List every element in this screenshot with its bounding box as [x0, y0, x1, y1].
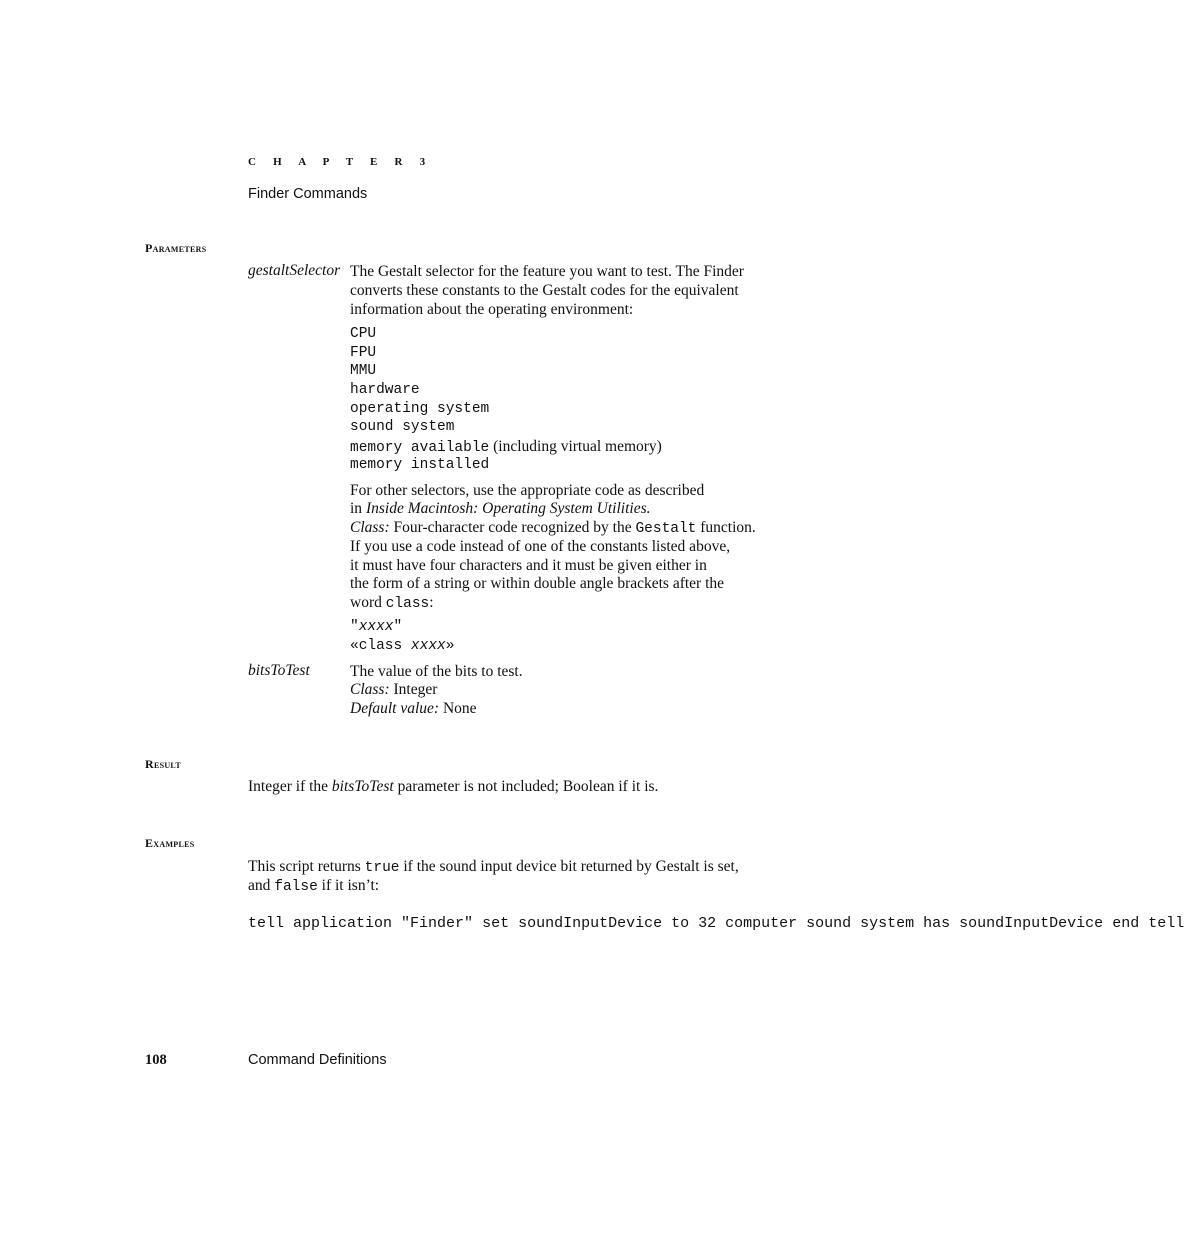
constant-memory-installed: memory installed	[350, 457, 490, 473]
other-selectors-line-1: For other selectors, use the appropriate code as described	[350, 482, 705, 499]
footer-title: Command Definitions	[248, 1052, 387, 1068]
word-prefix: word	[350, 594, 386, 611]
code-line: end tell	[1112, 915, 1184, 932]
bits-default-label: Default value:	[350, 700, 440, 717]
result-prefix: Integer if the	[248, 778, 332, 795]
gestalt-desc-line-1: The Gestalt selector for the feature you want to test. The Finder	[350, 263, 744, 280]
bits-default-value: None	[439, 700, 477, 717]
bits-desc: The value of the bits to test.	[350, 663, 523, 680]
examples-heading: Examples	[145, 836, 195, 850]
code-example	[248, 913, 1184, 935]
gestalt-desc-line-2: converts these constants to the Gestalt codes for the equivalent	[350, 282, 739, 299]
parameters-heading: Parameters	[145, 241, 207, 255]
other-selectors-line-2	[350, 499, 651, 518]
class-label: Class:	[350, 519, 390, 536]
bits-default-line	[350, 699, 477, 718]
memory-available-note: (including virtual memory)	[489, 438, 662, 455]
code-line: tell application "Finder"	[248, 915, 474, 932]
code-rule-line-1: If you use a code instead of one of the constants listed above,	[350, 538, 731, 555]
examples-line-1	[248, 858, 739, 876]
class-suffix: function.	[696, 519, 756, 536]
other-selectors-prefix: in	[350, 500, 366, 517]
constant-mmu: MMU	[350, 363, 377, 379]
class-form-close: »	[445, 638, 455, 654]
result-suffix: parameter is not included; Boolean if it is.	[393, 778, 659, 795]
result-param: bitsToTest	[331, 778, 394, 795]
chapter-title: Finder Commands	[248, 186, 368, 202]
constant-memory-available: memory available	[350, 440, 490, 456]
constant-operating-system: operating system	[350, 401, 490, 417]
gestalt-class-line	[350, 518, 756, 537]
false-keyword: false	[274, 879, 318, 895]
gestalt-code: Gestalt	[635, 521, 697, 537]
examples-line-2-b: if it isn’t:	[317, 877, 380, 894]
code-rule-line-4	[350, 593, 434, 612]
result-text	[248, 778, 658, 796]
book-reference: Inside Macintosh: Operating System Utilities.	[365, 500, 651, 517]
string-var: xxxx	[358, 619, 394, 635]
string-form	[350, 619, 402, 635]
class-text: Four-character code recognized by the	[389, 519, 636, 536]
constant-cpu: CPU	[350, 326, 377, 342]
page-number: 108	[145, 1052, 167, 1068]
param-name-gestalt-selector: gestaltSelector	[248, 262, 341, 279]
examples-line-1-b: if the sound input device bit returned by Gestalt is set,	[399, 858, 739, 875]
bits-class-value: Integer	[389, 681, 438, 698]
class-keyword: class	[385, 596, 430, 612]
string-open-quote: "	[350, 619, 359, 635]
true-keyword: true	[364, 860, 400, 876]
string-close-quote: "	[393, 619, 403, 635]
examples-line-2	[248, 877, 379, 895]
code-rule-line-2: it must have four characters and it must be given either in	[350, 557, 707, 574]
code-line: computer sound system has soundInputDevice	[725, 915, 1104, 932]
examples-line-1-a: This script returns	[248, 858, 365, 875]
examples-line-2-a: and	[248, 877, 275, 894]
constant-hardware: hardware	[350, 382, 420, 398]
code-line: set soundInputDevice to 32	[482, 915, 717, 932]
constant-fpu: FPU	[350, 345, 377, 361]
class-form-var: xxxx	[410, 638, 446, 654]
param-name-bits-to-test: bitsToTest	[248, 662, 310, 679]
constant-memory-available-line	[350, 437, 662, 456]
constant-sound-system: sound system	[350, 419, 455, 435]
class-form-open: «class	[350, 638, 411, 654]
word-suffix: :	[429, 594, 434, 611]
result-heading: Result	[145, 757, 181, 771]
bits-class-label: Class:	[350, 681, 390, 698]
gestalt-desc-line-3: information about the operating environment:	[350, 301, 634, 318]
bits-class-line	[350, 680, 437, 699]
code-rule-line-3: the form of a string or within double angle brackets after the	[350, 575, 725, 592]
class-form	[350, 638, 454, 654]
chapter-label: C H A P T E R 3	[248, 156, 433, 168]
